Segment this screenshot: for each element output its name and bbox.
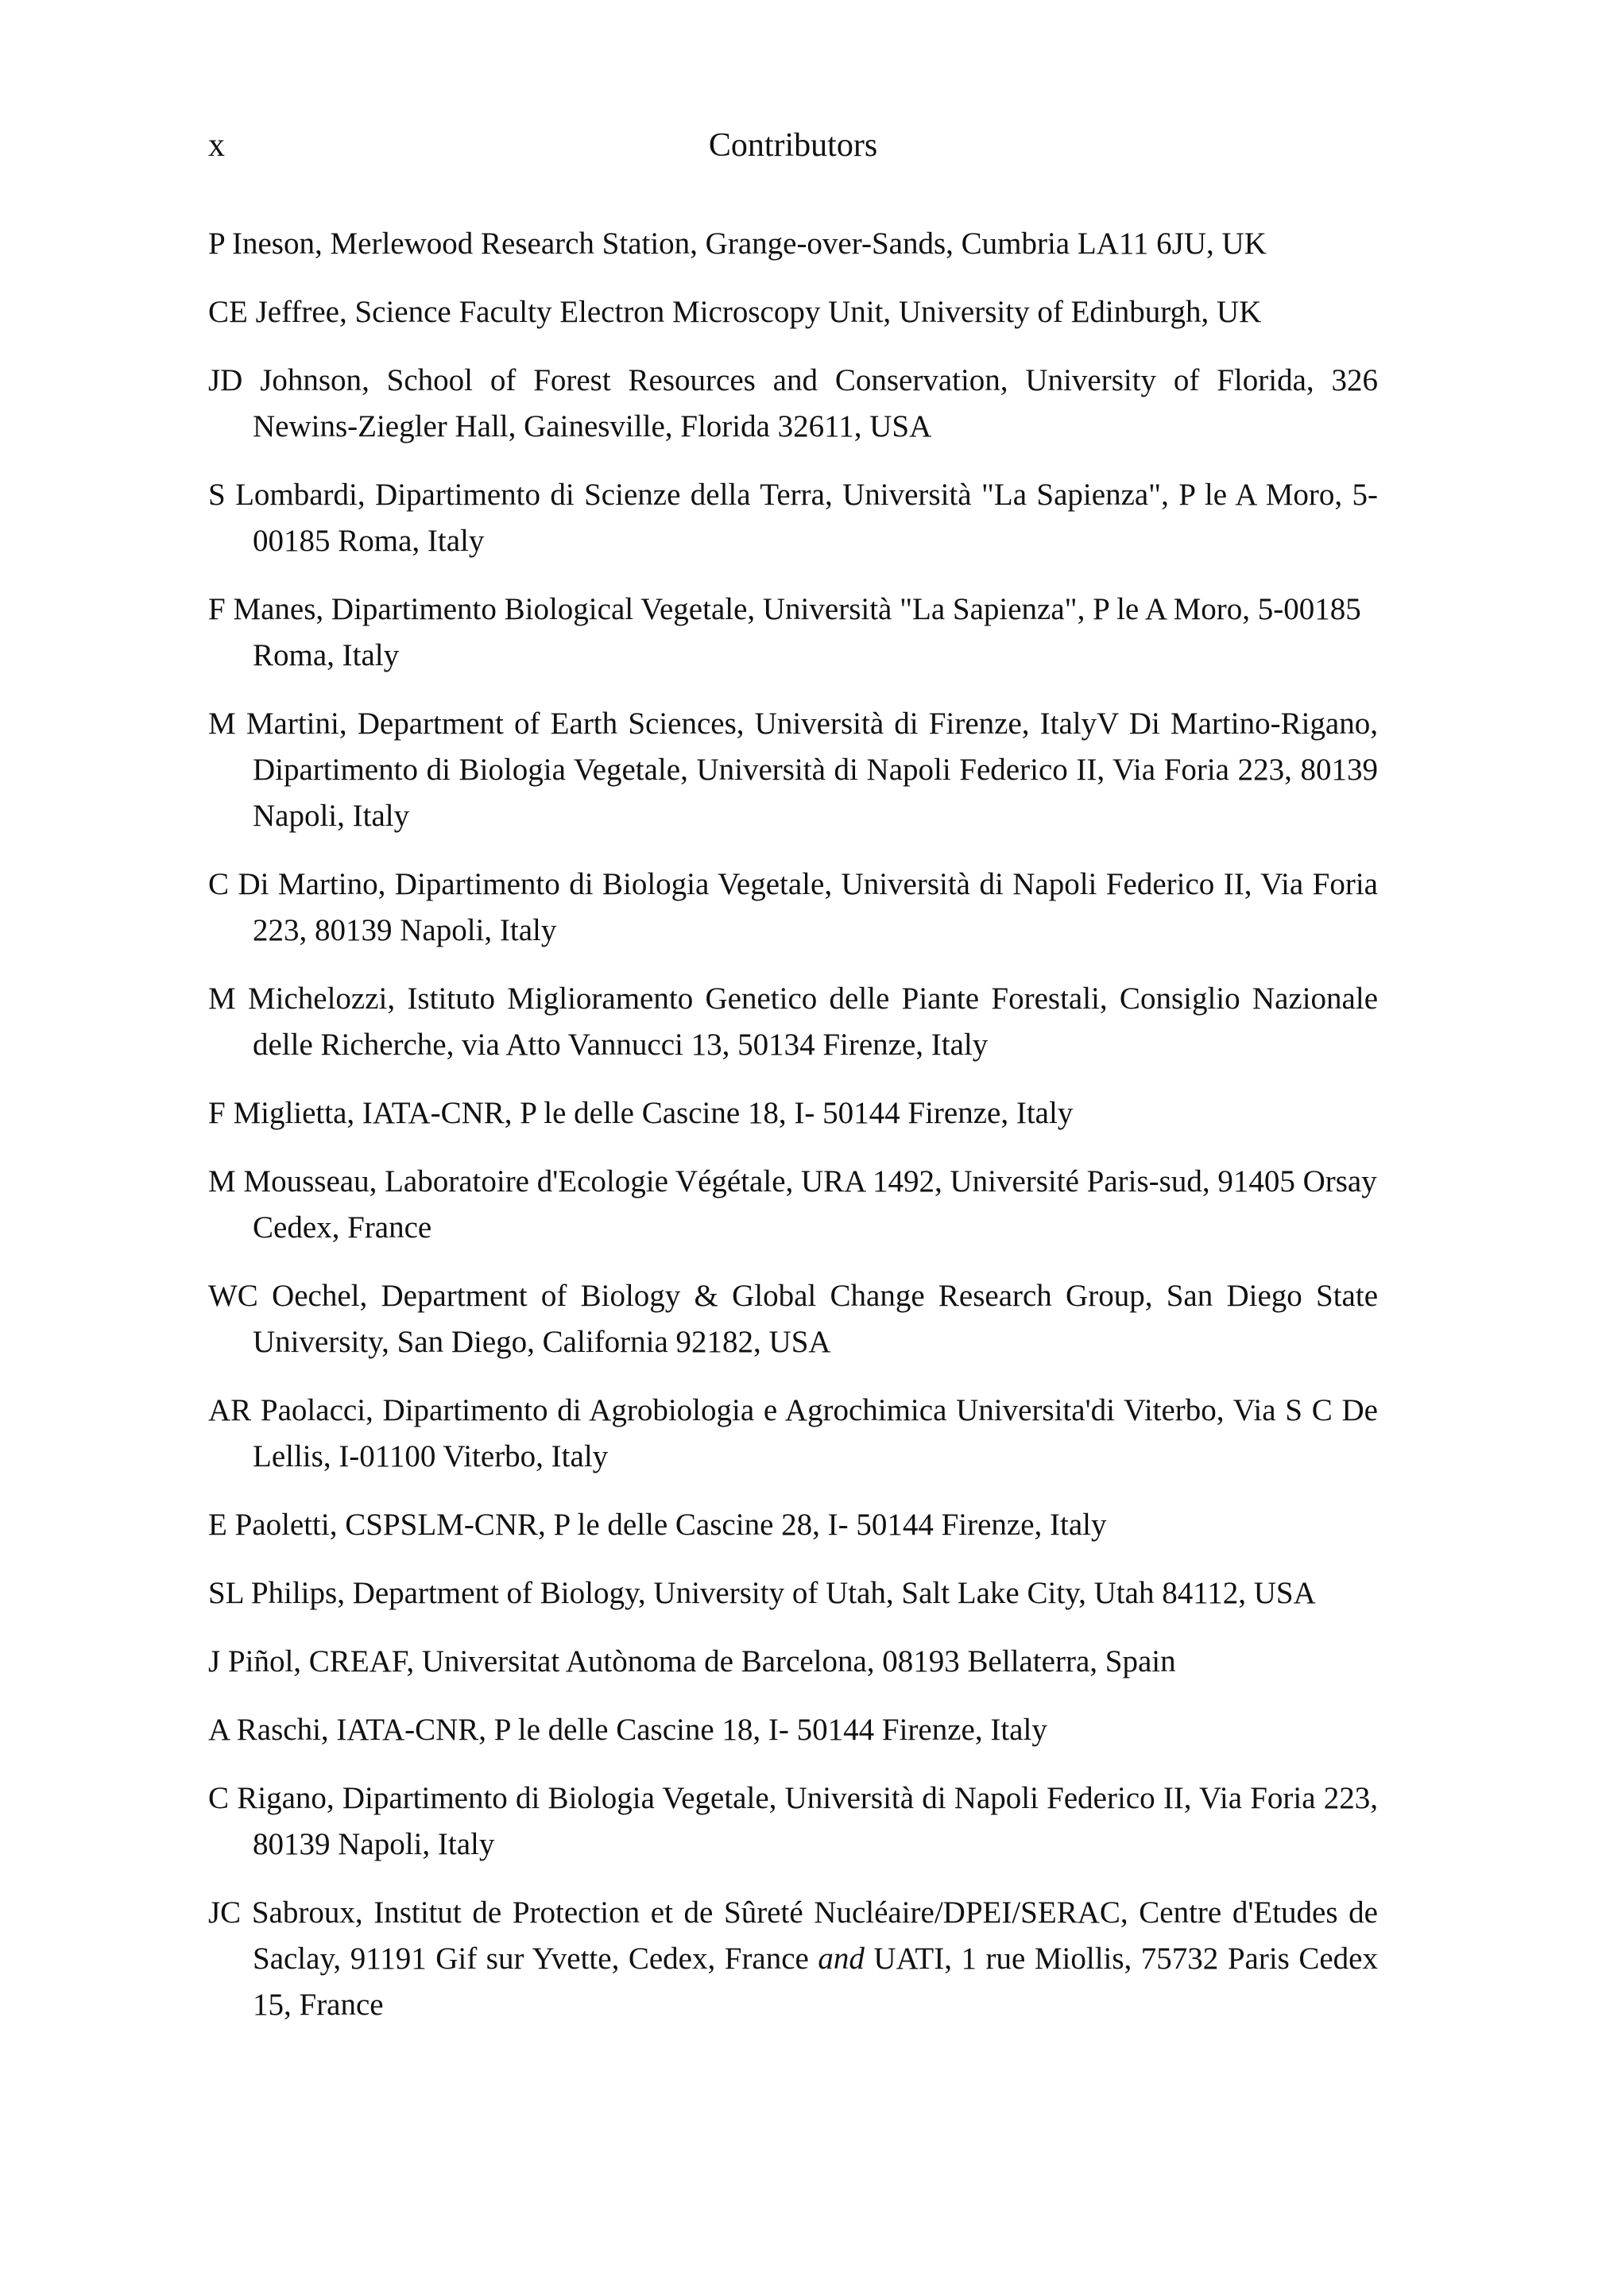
page-header bbox=[208, 118, 1378, 173]
contributor-entry bbox=[208, 289, 1378, 335]
contributor-affiliation: , Merlewood Research Station, Grange-over-Sands, Cumbria LA11 6JU, UK bbox=[314, 227, 1267, 261]
contributor-affiliation: , Department of Biology & Global Change Research Group, San Diego State University, San Diego, California 92182, USA bbox=[253, 1279, 1378, 1359]
contributor-entry bbox=[208, 1159, 1378, 1251]
contributor-entry bbox=[208, 1502, 1378, 1548]
contributor-affiliation: , Dipartimento di Biologia Vegetale, Università di Napoli Federico II, Via Foria 223, 80139 Napoli, Italy bbox=[253, 1781, 1379, 1861]
contributor-entry bbox=[208, 472, 1378, 564]
contributor-entry bbox=[208, 1090, 1378, 1136]
contributor-entry bbox=[208, 587, 1378, 679]
contributor-affiliation: , Istituto Miglioramento Genetico delle Piante Forestali, Consiglio Nazionale delle Richerche, via Atto Vannucci 13, 50134 Firenze, Italy bbox=[253, 982, 1378, 1062]
contributor-entry bbox=[208, 1707, 1378, 1753]
contributor-name: JC Sabroux bbox=[208, 1895, 355, 1930]
contributor-name: M Martini bbox=[208, 707, 339, 741]
contributor-entry bbox=[208, 1273, 1378, 1365]
contributor-affiliation: , School of Forest Resources and Conservation, University of Florida, 326 Newins-Ziegler Hall, Gainesville, Florida 32611, USA bbox=[253, 363, 1378, 443]
contributor-name: WC Oechel bbox=[208, 1279, 360, 1313]
contributor-name: M Michelozzi bbox=[208, 982, 388, 1016]
contributor-entry bbox=[208, 358, 1378, 450]
contributor-affiliation: , Dipartimento Biological Vegetale, Università "La Sapienza", P le A Moro, 5-00185 Roma, Italy bbox=[253, 592, 1361, 672]
contributor-affiliation: , Department of Earth Sciences, Università di Firenze, ItalyV Di Martino-Rigano, Dipartimento di Biologia Vegetale, Università di Napoli Federico II, Via Foria 223, 80139 Napoli, Italy bbox=[253, 707, 1378, 833]
contributor-entry bbox=[208, 221, 1378, 267]
contributor-affiliation: , IATA-CNR, P le delle Cascine 18, I- 50144 Firenze, Italy bbox=[320, 1713, 1047, 1747]
contributor-entry bbox=[208, 701, 1378, 839]
contributor-name: SL Philips bbox=[208, 1576, 338, 1610]
contributor-name: JD Johnson bbox=[208, 363, 362, 397]
contributor-affiliation: , IATA-CNR, P le delle Cascine 18, I- 50144 Firenze, Italy bbox=[346, 1096, 1074, 1130]
contributor-name: CE Jeffree bbox=[208, 295, 339, 329]
contributor-entry bbox=[208, 1639, 1378, 1685]
contributor-name: P Ineson bbox=[208, 227, 315, 261]
contributor-name: M Mousseau bbox=[208, 1164, 370, 1198]
contributor-entry bbox=[208, 1570, 1378, 1616]
contributor-entry bbox=[208, 1890, 1378, 2028]
contributor-name: S Lombardi bbox=[208, 478, 358, 512]
contributor-affiliation: , CSPSLM-CNR, P le delle Cascine 28, I- 50144 Firenze, Italy bbox=[329, 1508, 1107, 1542]
running-head: Contributors bbox=[708, 127, 878, 164]
contributor-name: A Raschi bbox=[208, 1713, 321, 1747]
contributor-name: F Miglietta bbox=[208, 1096, 347, 1130]
contributor-name: F Manes bbox=[208, 592, 316, 626]
contributor-name: E Paoletti bbox=[208, 1508, 330, 1542]
contributor-affiliation-continued: UATI, 1 rue Miollis, 75732 Paris Cedex 15, France bbox=[253, 1942, 1378, 2022]
contributor-name: C Di Martino bbox=[208, 867, 378, 901]
contributor-entry bbox=[208, 1388, 1378, 1480]
contributor-affiliation: , Dipartimento di Biologia Vegetale, Università di Napoli Federico II, Via Foria 223, 80139 Napoli, Italy bbox=[253, 867, 1378, 947]
connector-italic: and bbox=[818, 1942, 865, 1976]
contributor-affiliation: , Science Faculty Electron Microscopy Unit, University of Edinburgh, UK bbox=[339, 295, 1262, 329]
contributor-entry bbox=[208, 1775, 1378, 1868]
page-number: x bbox=[208, 127, 225, 164]
contributor-name: J Piñol bbox=[208, 1644, 294, 1678]
contributor-affiliation: , Dipartimento di Agrobiologia e Agrochimica Universita'di Viterbo, Via S C De Lellis, I-01100 Viterbo, Italy bbox=[253, 1393, 1378, 1473]
contributor-list bbox=[208, 221, 1378, 2050]
contributor-affiliation: , Laboratoire d'Ecologie Végétale, URA 1492, Université Paris-sud, 91405 Orsay Cedex, France bbox=[253, 1164, 1377, 1245]
contributor-entry bbox=[208, 976, 1378, 1068]
contributor-name: AR Paolacci bbox=[208, 1393, 366, 1427]
contributor-affiliation: , CREAF, Universitat Autònoma de Barcelona, 08193 Bellaterra, Spain bbox=[293, 1644, 1176, 1678]
contributor-affiliation: , Department of Biology, University of Utah, Salt Lake City, Utah 84112, USA bbox=[337, 1576, 1316, 1610]
contributor-entry bbox=[208, 861, 1378, 954]
contributor-affiliation: , Dipartimento di Scienze della Terra, Università "La Sapienza", P le A Moro, 5-00185 Roma, Italy bbox=[253, 478, 1378, 558]
contributor-affiliation: , Institut de Protection et de Sûreté Nucléaire/DPEI/SERAC, Centre d'Etudes de Saclay, 91191 Gif sur Yvette, Cedex, France bbox=[253, 1895, 1378, 1976]
contributor-name: C Rigano bbox=[208, 1781, 327, 1815]
